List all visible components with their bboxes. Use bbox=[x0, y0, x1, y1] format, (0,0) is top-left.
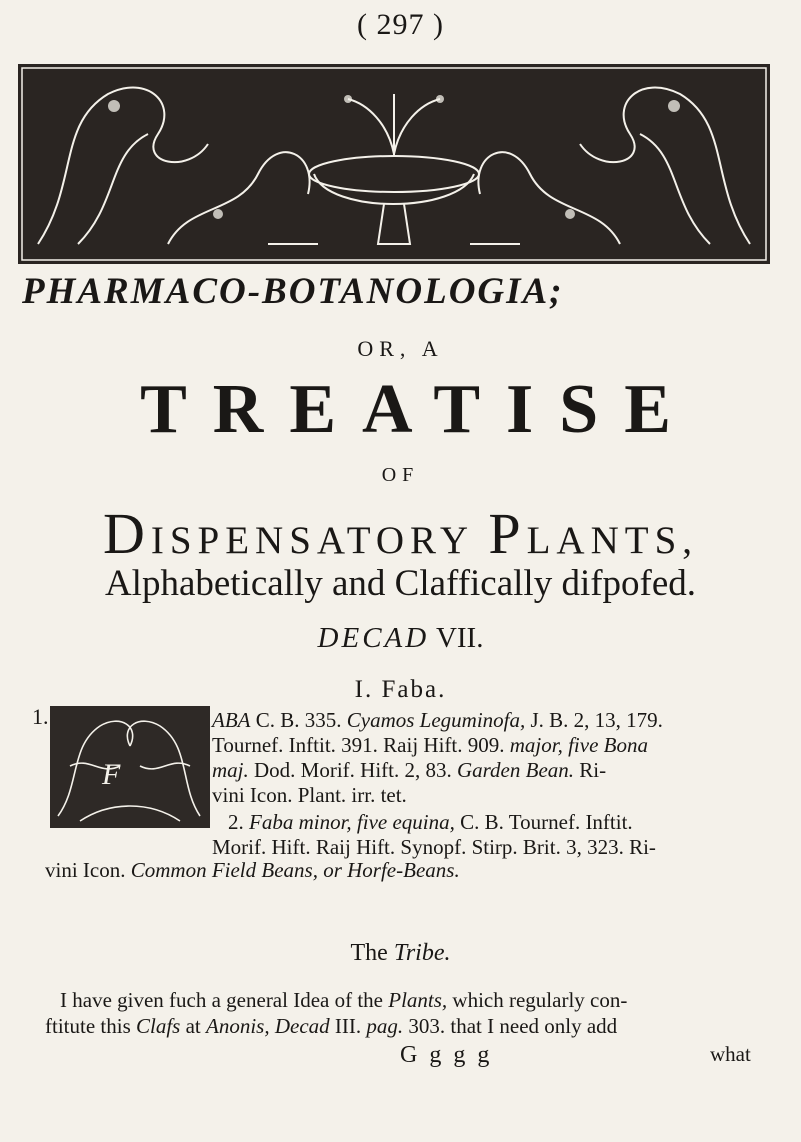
entry-ref: Morif. Hift. Raij Hift. Synopf. Stirp. Brit. 3, 323. Ri- bbox=[212, 835, 656, 859]
dispensatory-initial: D bbox=[102, 501, 151, 566]
entry-synonym: Cyamos Leguminofa, bbox=[346, 708, 526, 732]
para-text: at bbox=[180, 1014, 207, 1038]
dispensatory-rest: ISPENSATORY bbox=[150, 519, 473, 562]
entry-ref: J. B. 2, 13, 179. bbox=[525, 708, 663, 732]
para-italic: Clafs bbox=[136, 1014, 181, 1038]
para-text: III. bbox=[329, 1014, 367, 1038]
catchword: what bbox=[710, 1042, 751, 1066]
entry-line-1 bbox=[212, 708, 782, 733]
entry-synonym: major, five Bona bbox=[509, 733, 648, 757]
page-number: ( 297 ) bbox=[357, 8, 444, 41]
decad-number: VII. bbox=[435, 622, 484, 654]
title-treatise: TREATISE bbox=[140, 371, 697, 448]
entry-line-7 bbox=[45, 858, 785, 883]
paragraph-line-2 bbox=[45, 1014, 785, 1039]
para-text: I have given fuch a general Idea of the bbox=[60, 988, 389, 1012]
signature-mark: G g g g bbox=[400, 1042, 493, 1068]
entry-ref: C. B. 335. bbox=[250, 708, 347, 732]
item-number: 1. bbox=[32, 704, 49, 729]
entry-word-aba: ABA bbox=[212, 708, 251, 732]
title-dispensatory-plants bbox=[0, 500, 801, 567]
entry-line-4 bbox=[212, 783, 782, 808]
tribe-the: The bbox=[350, 940, 394, 966]
initial-letter-f: F bbox=[102, 758, 121, 791]
entry-line-2 bbox=[212, 733, 782, 758]
decad-label: DECAD bbox=[317, 622, 430, 654]
title-subtitle: Alphabetically and Claffically difpofed. bbox=[104, 563, 697, 604]
entry-common-name: Garden Bean. bbox=[457, 758, 575, 782]
entry-ref: C. B. Tournef. Inftit. bbox=[454, 810, 633, 834]
tribe-word: Tribe. bbox=[393, 940, 451, 966]
title-of: OF bbox=[381, 464, 420, 486]
plants-rest: LANTS, bbox=[526, 519, 699, 562]
paragraph-line-1 bbox=[60, 988, 800, 1013]
para-italic: Anonis, Decad bbox=[206, 1014, 330, 1038]
book-title: PHARMACO-BOTANOLOGIA; bbox=[22, 271, 564, 312]
tribe-heading bbox=[0, 940, 801, 967]
para-text: ftitute this bbox=[45, 1014, 136, 1038]
para-italic: Plants, bbox=[388, 988, 448, 1012]
entry-line-5 bbox=[228, 810, 798, 835]
entry-common-name: Common Field Beans, or Horfe-Beans. bbox=[130, 858, 460, 882]
entry-ref: Dod. Morif. Hift. 2, 83. bbox=[248, 758, 457, 782]
plants-initial: P bbox=[488, 501, 527, 566]
entry-number-2: 2. bbox=[228, 810, 249, 834]
para-italic: pag. bbox=[366, 1014, 404, 1038]
ornamental-headpiece-fountain-icon bbox=[18, 64, 770, 264]
para-text: 303. that I need only add bbox=[403, 1014, 618, 1038]
entry-ref: Ri- bbox=[574, 758, 607, 782]
entry-ref: vini Icon. bbox=[45, 858, 131, 882]
para-text: which regularly con- bbox=[447, 988, 628, 1012]
entry-line-6 bbox=[212, 835, 782, 860]
title-or-a: OR, A bbox=[357, 336, 444, 361]
entry-line-3 bbox=[212, 758, 782, 783]
section-heading: I. Faba. bbox=[354, 676, 447, 703]
entry-synonym: maj. bbox=[212, 758, 249, 782]
decad-heading bbox=[0, 622, 801, 655]
entry-ref: Tournef. Inftit. 391. Raij Hift. 909. bbox=[212, 733, 510, 757]
decorated-initial-icon bbox=[50, 706, 210, 828]
entry-synonym: Faba minor, five equina, bbox=[249, 810, 455, 834]
entry-ref: vini Icon. Plant. irr. tet. bbox=[212, 783, 407, 807]
